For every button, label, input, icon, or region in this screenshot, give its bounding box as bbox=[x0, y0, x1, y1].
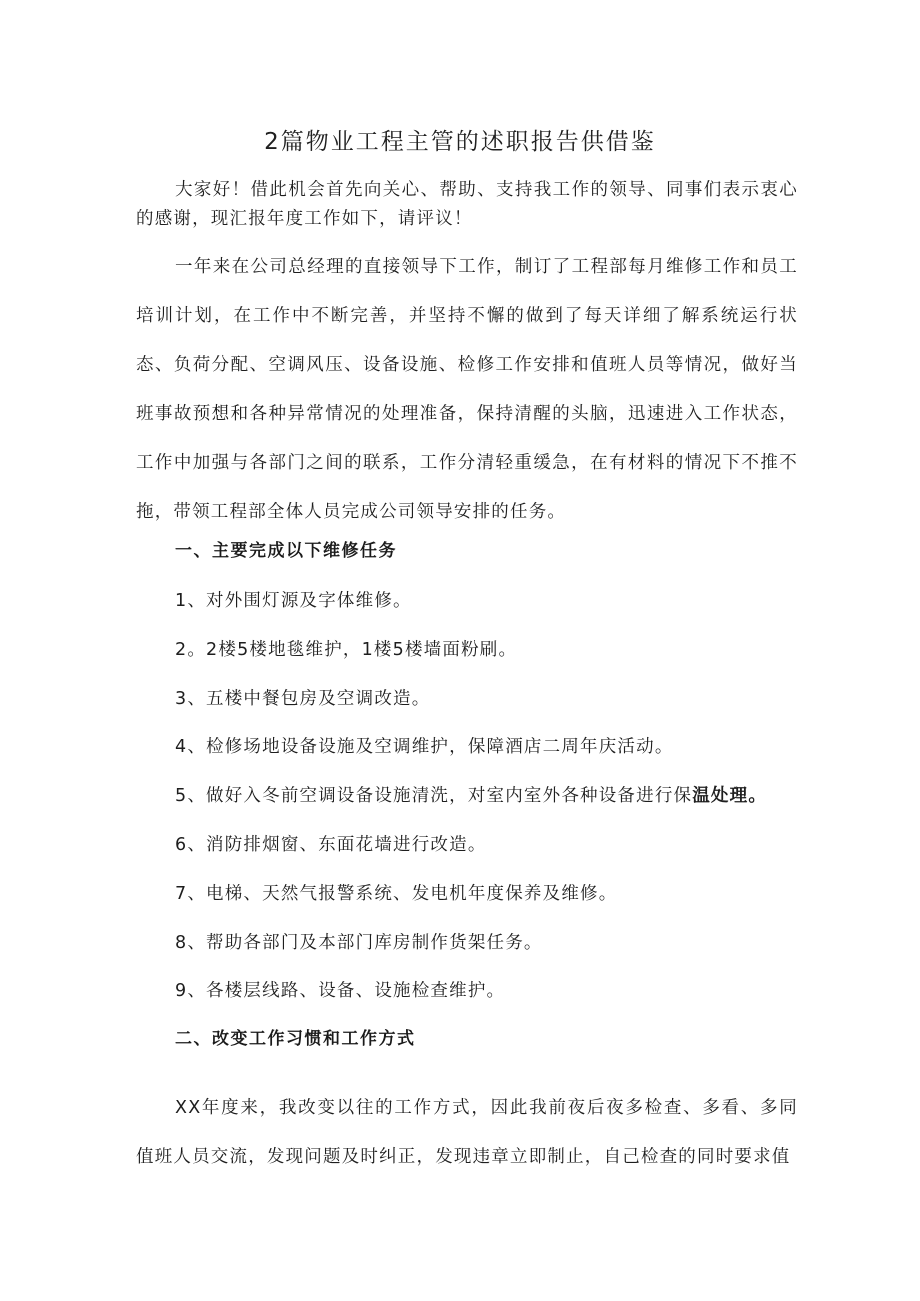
task-item: 9、各楼层线路、设备、设施检查维护。 bbox=[175, 981, 506, 1001]
intro-paragraph: 大家好！借此机会首先向关心、帮助、支持我工作的领导、同事们表示衷心的感谢，现汇报年度工作如下，请评议！ bbox=[136, 180, 798, 229]
task-item: 4、检修场地设备设施及空调维护，保障酒店二周年庆活动。 bbox=[175, 737, 674, 757]
task-item: 6、消防排烟窗、东面花墙进行改造。 bbox=[175, 835, 487, 855]
task-item-5-text: 5、做好入冬前空调设备设施清洗，对室内室外各种设备进行保 bbox=[175, 786, 693, 806]
task-item-5-bold-tail: 温处理。 bbox=[692, 786, 768, 806]
task-item: 3、五楼中餐包房及空调改造。 bbox=[175, 689, 431, 709]
document-title: 2篇物业工程主管的述职报告供借鉴 bbox=[264, 129, 656, 155]
task-item: 2。2楼5楼地毯维护，1楼5楼墙面粉刷。 bbox=[175, 640, 518, 660]
work-summary-paragraph: 一年来在公司总经理的直接领导下工作，制订了工程部每月维修工作和员工培训计划，在工作中不断完善，并坚持不懈的做到了每天详细了解系统运行状态、负荷分配、空调风压、设备设施、检修工作安排和值班人员等情况，做好当班事故预想和各种异常情况的处理准备，保持清醒的头脑，迅速进入工作状态，工作中加强与各部门之间的联系，工作分清轻重缓急，在有材料的情况下不推不拖，带领工程部全体人员完成公司领导安排的任务。 bbox=[136, 257, 798, 522]
task-item-5 bbox=[175, 781, 767, 811]
section-heading-maintenance-tasks: 一、主要完成以下维修任务 bbox=[175, 541, 397, 561]
task-item: 1、对外围灯源及字体维修。 bbox=[175, 591, 412, 611]
task-item: 7、电梯、天然气报警系统、发电机年度保养及维修。 bbox=[175, 884, 618, 904]
work-habits-paragraph: XX年度来，我改变以往的工作方式，因此我前夜后夜多检查、多看、多同值班人员交流，发现问题及时纠正，发现违章立即制止，自己检查的同时要求值 bbox=[136, 1098, 798, 1167]
section-heading-work-habits: 二、改变工作习惯和工作方式 bbox=[175, 1029, 416, 1049]
task-item: 8、帮助各部门及本部门库房制作货架任务。 bbox=[175, 933, 543, 953]
